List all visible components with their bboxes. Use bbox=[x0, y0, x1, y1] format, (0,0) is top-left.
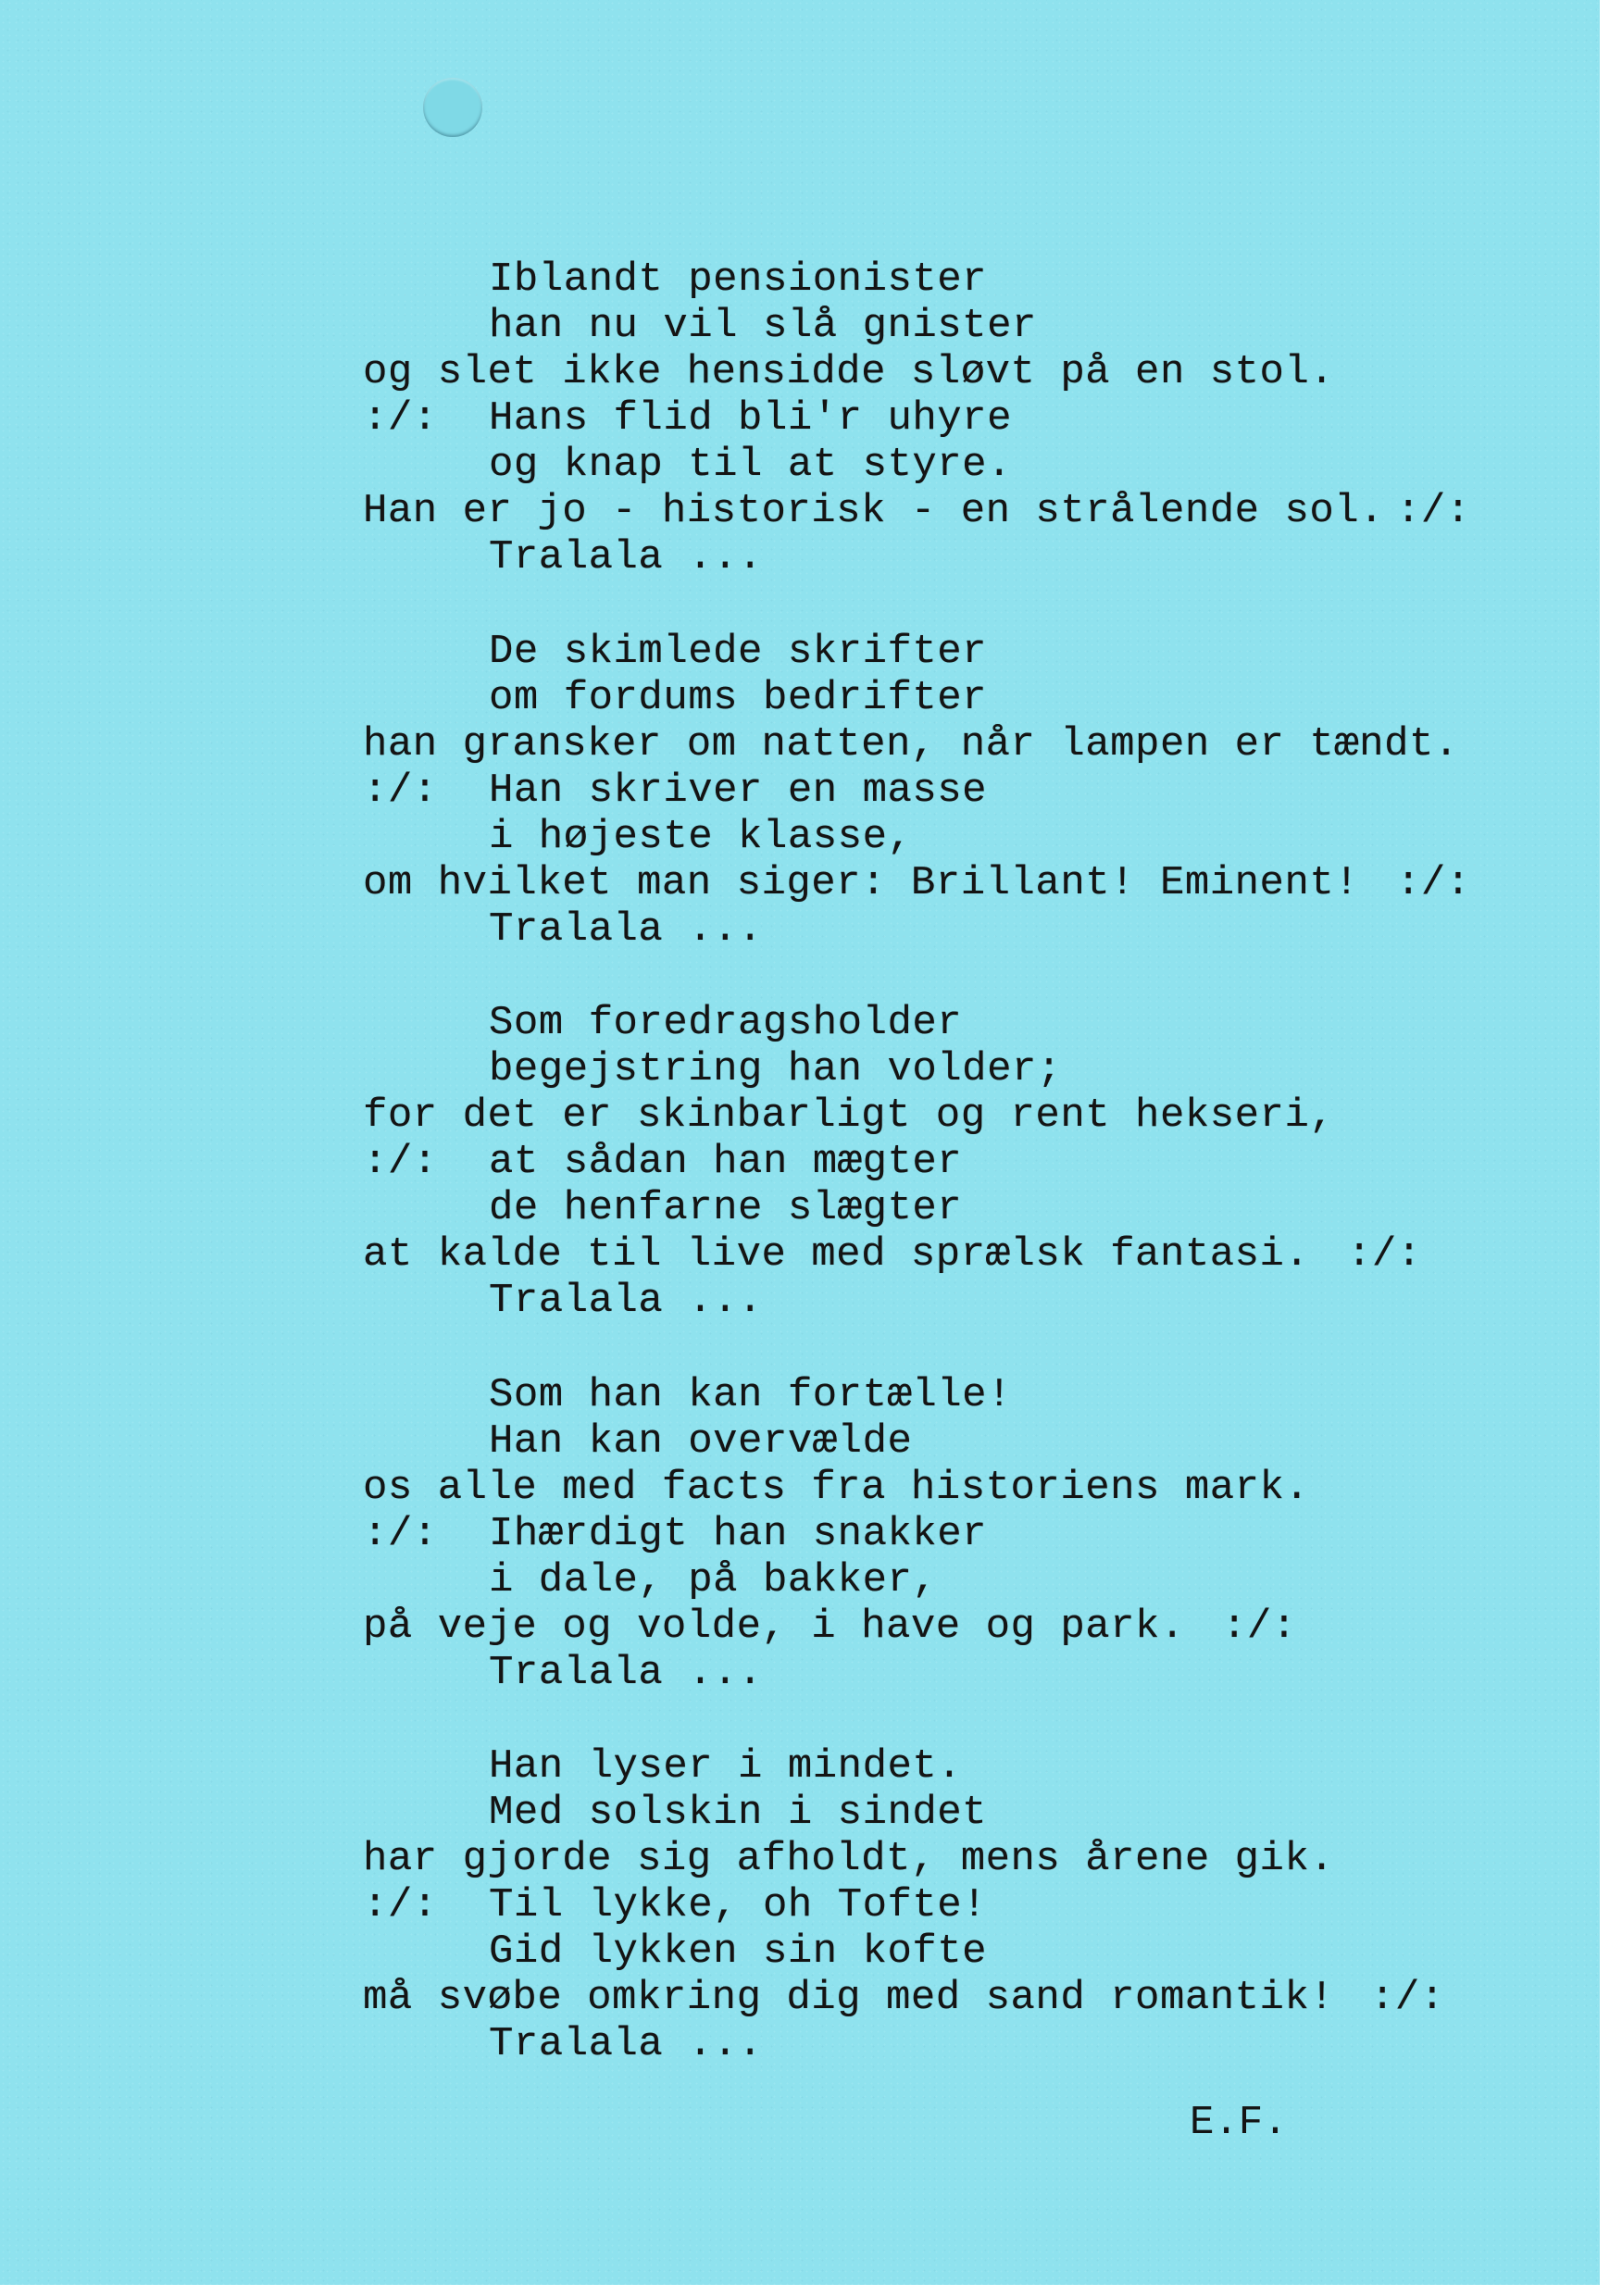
stanza-4-line-6: på veje og volde, i have og park. bbox=[363, 1603, 1185, 1650]
stanza-4-line-1: Som han kan fortælle! bbox=[489, 1372, 1012, 1418]
stanza-4-line-3: os alle med facts fra historiens mark. bbox=[363, 1465, 1310, 1511]
stanza-1-line-4: Hans flid bli'r uhyre bbox=[489, 395, 1012, 442]
stanza-2-line-4: Han skriver en masse bbox=[489, 767, 988, 814]
stanza-3-line-2: begejstring han volder; bbox=[489, 1046, 1062, 1092]
repeat-sign-start: :/: bbox=[363, 1511, 438, 1557]
stanza-4-refrain: Tralala ... bbox=[489, 1650, 763, 1696]
stanza-2-refrain: Tralala ... bbox=[489, 906, 763, 953]
repeat-sign-start: :/: bbox=[363, 1882, 438, 1928]
stanza-3-line-6: at kalde til live med sprælsk fantasi. bbox=[363, 1231, 1310, 1278]
stanza-3-line-3: for det er skinbarligt og rent hekseri, bbox=[363, 1092, 1335, 1139]
repeat-sign-end: :/: bbox=[1396, 860, 1471, 906]
repeat-sign-end: :/: bbox=[1370, 1975, 1445, 2021]
stanza-1-line-6: Han er jo - historisk - en strålende sol. bbox=[363, 488, 1385, 534]
stanza-1-line-5: og knap til at styre. bbox=[489, 442, 1012, 488]
stanza-1-line-2: han nu vil slå gnister bbox=[489, 303, 1037, 349]
punch-hole bbox=[423, 78, 482, 137]
stanza-4-line-5: i dale, på bakker, bbox=[489, 1557, 938, 1603]
stanza-4-line-4: Ihærdigt han snakker bbox=[489, 1511, 988, 1557]
stanza-2-line-6: om hvilket man siger: Brillant! Eminent! bbox=[363, 860, 1360, 906]
stanza-5-line-6: må svøbe omkring dig med sand romantik! bbox=[363, 1975, 1335, 2021]
stanza-2-line-2: om fordums bedrifter bbox=[489, 675, 988, 721]
stanza-5-line-3: har gjorde sig afholdt, mens årene gik. bbox=[363, 1836, 1335, 1882]
stanza-4-line-2: Han kan overvælde bbox=[489, 1418, 913, 1465]
repeat-sign-end: :/: bbox=[1347, 1231, 1422, 1278]
stanza-2-line-5: i højeste klasse, bbox=[489, 814, 913, 860]
stanza-5-line-5: Gid lykken sin kofte bbox=[489, 1928, 988, 1975]
repeat-sign-end: :/: bbox=[1222, 1603, 1297, 1650]
repeat-sign-end: :/: bbox=[1396, 488, 1471, 534]
stanza-2-line-1: De skimlede skrifter bbox=[489, 629, 988, 675]
stanza-1-refrain: Tralala ... bbox=[489, 534, 763, 580]
stanza-2-line-3: han gransker om natten, når lampen er tændt. bbox=[363, 721, 1459, 767]
stanza-5-line-4: Til lykke, oh Tofte! bbox=[489, 1882, 988, 1928]
stanza-3-line-1: Som foredragsholder bbox=[489, 1000, 963, 1046]
repeat-sign-start: :/: bbox=[363, 395, 438, 442]
stanza-3-refrain: Tralala ... bbox=[489, 1278, 763, 1324]
stanza-5-line-2: Med solskin i sindet bbox=[489, 1790, 988, 1836]
stanza-1-line-1: Iblandt pensionister bbox=[489, 256, 988, 303]
signature-initials: E.F. bbox=[1190, 2100, 1288, 2146]
repeat-sign-start: :/: bbox=[363, 767, 438, 814]
repeat-sign-start: :/: bbox=[363, 1139, 438, 1185]
stanza-3-line-5: de henfarne slægter bbox=[489, 1185, 963, 1231]
stanza-3-line-4: at sådan han mægter bbox=[489, 1139, 963, 1185]
stanza-1-line-3: og slet ikke hensidde sløvt på en stol. bbox=[363, 349, 1335, 395]
stanza-5-line-1: Han lyser i mindet. bbox=[489, 1743, 963, 1790]
stanza-5-refrain: Tralala ... bbox=[489, 2021, 763, 2067]
